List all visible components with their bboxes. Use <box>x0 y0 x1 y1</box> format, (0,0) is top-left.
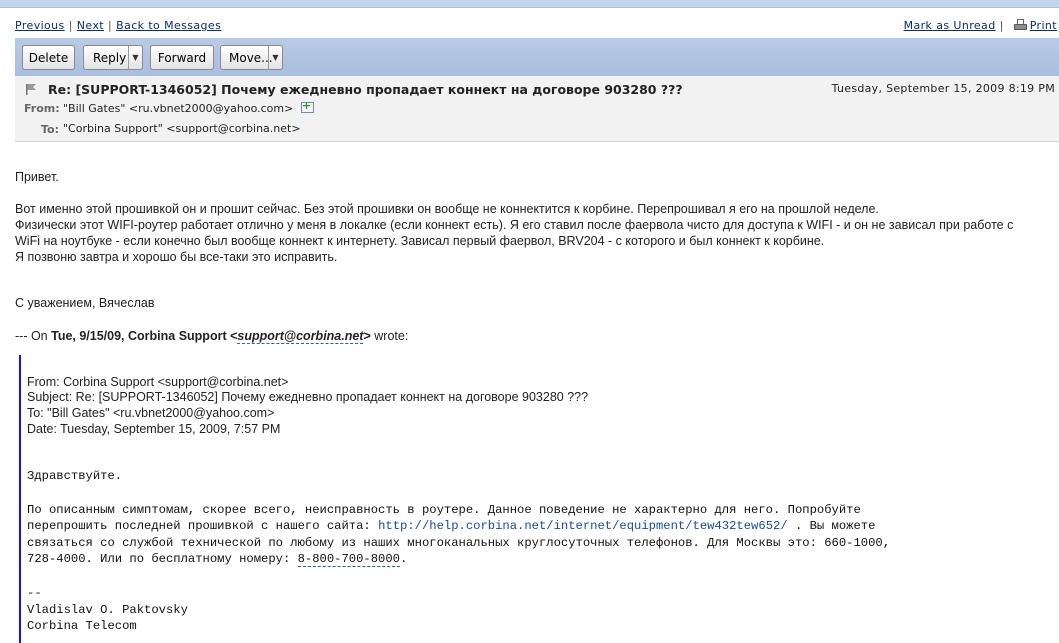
top-frame-strip <box>0 0 1059 8</box>
separator: | <box>108 19 113 32</box>
quoted-line: По описанным симптомам, скорее всего, неисправность в роутере. Данное поведение не характерно для него. Попробуйте <box>27 503 861 517</box>
forward-button-label: Forward <box>157 50 207 65</box>
move-button[interactable] <box>220 45 283 70</box>
back-to-messages-link[interactable]: Back to Messages <box>116 19 222 32</box>
body-line: Физически этот WIFI-роутер работает отлично у меня в локалке (если коннект есть). Я его ставил после фаервола чисто для доступа к WIFI - и он не зависал при работе с <box>15 218 1014 232</box>
previous-link[interactable]: Previous <box>15 19 65 32</box>
forward-button[interactable] <box>150 45 214 70</box>
chevron-down-icon[interactable]: ▼ <box>128 46 142 69</box>
quoted-line: связаться со службой технической по любому из наших многоканальных круглосуточных телефонов. Для Москвы это: 660-1000, <box>27 536 891 550</box>
separator: | <box>68 19 73 32</box>
message-toolbar <box>15 38 1059 76</box>
reply-button-label: Reply <box>93 50 127 65</box>
from-value <box>63 101 316 115</box>
quoted-line: перепрошить последней прошивкой с нашего сайта: http://help.corbina.net/internet/equipment/tew432tew652/ . Вы можете <box>27 519 876 533</box>
signature-company: Corbina Telecom <box>27 619 137 633</box>
quoted-subject: Subject: Re: [SUPPORT-1346052] Почему ежедневно пропадает коннект на договоре 903280 ??? <box>27 390 589 404</box>
signoff-text: С уважением, Вячеслав <box>15 296 155 310</box>
delete-button[interactable] <box>22 45 75 70</box>
signature-separator: -- <box>27 586 42 600</box>
next-link[interactable]: Next <box>76 19 105 32</box>
body-line: Я позвоню завтра и хорошо бы все-таки это исправить. <box>15 250 338 264</box>
greeting-text: Привет. <box>15 170 59 184</box>
body-line: Вот именно этой прошивкой он и прошит сейчас. Без этой прошивки он вообще не коннектится к корбине. Перепрошивал я его на прошлой неделе. <box>15 202 879 216</box>
to-label: To: <box>41 123 59 136</box>
message-date: Tuesday, September 15, 2009 8:19 PM <box>831 82 1055 95</box>
print-link[interactable]: Print <box>1029 19 1057 32</box>
quoted-sender-email[interactable]: support@corbina.net <box>237 329 364 343</box>
quoted-date: Date: Tuesday, September 15, 2009, 7:57 PM <box>27 422 281 436</box>
reply-button[interactable] <box>83 45 143 70</box>
chevron-down-icon[interactable]: ▼ <box>268 46 282 69</box>
body-line: WiFi на ноутбуке - если конечно был вообще коннект к интернету. Зависал первый фаервол, BRV204 - с которого и был коннект к корбине. <box>15 234 825 248</box>
quote-bar <box>19 355 21 643</box>
signature-name: Vladislav O. Paktovsky <box>27 603 188 617</box>
quoted-from: From: Corbina Support <support@corbina.net> <box>27 375 289 389</box>
message-navigation <box>15 19 1059 35</box>
quoted-line: 728-4000. Или по бесплатному номеру: 8-800-700-8000. <box>27 552 408 566</box>
quoted-greeting: Здравствуйте. <box>27 469 123 483</box>
message-actions <box>904 19 1057 32</box>
printer-icon[interactable] <box>1014 19 1027 32</box>
flag-icon[interactable] <box>25 83 37 95</box>
phone-number[interactable]: 8-800-700-8000 <box>297 552 401 566</box>
to-value: "Corbina Support" <support@corbina.net> <box>63 122 301 135</box>
quoted-to: To: "Bill Gates" <ru.vbnet2000@yahoo.com> <box>27 406 275 420</box>
quote-attribution: --- On Tue, 9/15/09, Corbina Support <support@corbina.net> wrote: <box>15 329 409 343</box>
firmware-link[interactable]: http://help.corbina.net/internet/equipment/tew432tew652/ <box>378 519 788 533</box>
sender-address[interactable]: "Bill Gates" <ru.vbnet2000@yahoo.com> <box>63 102 294 115</box>
from-label: From: <box>24 102 60 115</box>
add-contact-icon[interactable]: + <box>300 101 316 115</box>
move-button-label: Move... <box>229 50 273 65</box>
mark-as-unread-link[interactable]: Mark as Unread <box>903 19 996 32</box>
message-header <box>15 76 1059 142</box>
delete-button-label: Delete <box>28 50 69 65</box>
message-subject: Re: [SUPPORT-1346052] Почему ежедневно пропадает коннект на договоре 903280 ??? <box>48 82 683 97</box>
separator: | <box>999 19 1004 32</box>
